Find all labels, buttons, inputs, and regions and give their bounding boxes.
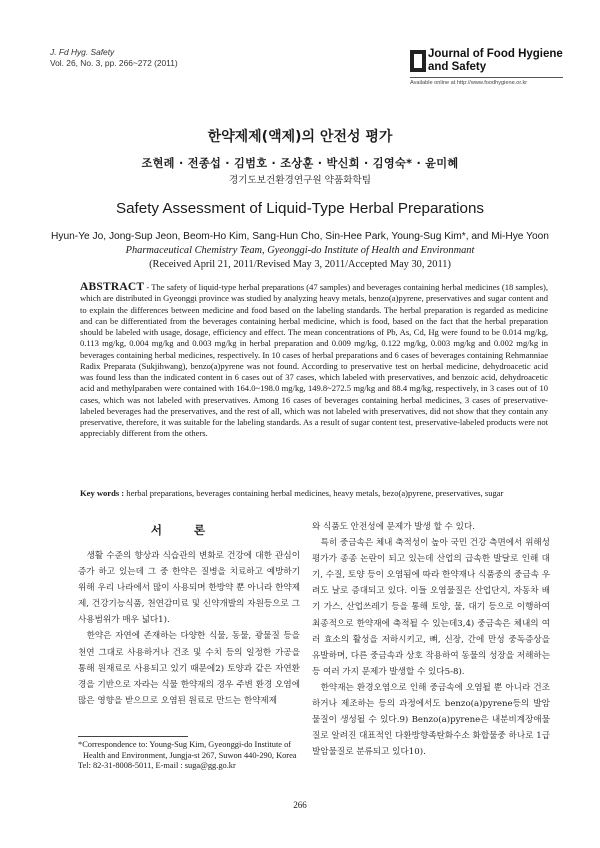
right-paragraph-2: 특히 중금속은 체내 축적성이 높아 국민 건강 측면에서 위해성 평가가 종종 논란이 되고 있는데 산업의 급속한 발달로 인해 대기, 수질, 토양 등이 오염됨에 따라 한약재나 식품중의 중금속 우려도 날로 증대되고 있다. 이들 오염물질은 산업단지, 자동차 배기 가스, 산업쓰레기 등을 통해 토양, 물, 대기 등으로 이행하여 최종적으로 한약재에 축적될 수 있는데3,4) 중금속은 체내의 여러 효소의 활성을 저하시키고, 뼈, 신장, 간에 만성 중독증상을 유발하며, 다른 중금속과 상호 작용하여 동물의 성장을 저해하는 등 여러 가지 문제가 발생할 수 있다5-8). <box>312 538 550 677</box>
korean-title: 한약제제(액제)의 안전성 평가 <box>207 129 393 145</box>
logo-line-2: and Safety <box>428 61 487 73</box>
keywords-label: Key words : <box>80 488 125 498</box>
korean-affiliation: 경기도보건환경연구원 약품화학팀 <box>228 175 372 186</box>
footnote-line-2: Health and Environment, Jungja-st 267, Suwon 440-290, Korea <box>83 750 297 760</box>
english-authors: Hyun-Ye Jo, Jong-Sup Jeon, Beom-Ho Kim, Sang-Hun Cho, Sin-Hee Park, Young-Sug Kim*, and Mi-Hye Yoon <box>51 231 549 242</box>
page-number: 266 <box>293 800 307 810</box>
correspondence-footnote <box>78 740 304 772</box>
right-column <box>312 519 550 760</box>
abstract-label: ABSTRACT <box>80 281 145 293</box>
right-paragraph-1: 와 식품도 안전성에 문제가 발생 할 수 있다. <box>312 522 475 532</box>
abstract-text: - The safety of liquid-type herbal preparations (47 samples) and beverages containing herbal medicines (18 samples), which are distributed in Gyeonggi province was studied by analyzing heavy metals, benzo(a)pyrene, preservatives and sugar content and to explain the differences between medicine and food based on the labeling standards. The herbal preparation is regarded as medicine and can be differentiated from the beverages containing herbal medicine, which is food, based on the fact that the herbal preparation should be labeled with usage, dosage, efficiency and effect. The mean concentrations of Pb, As, Cd, Hg were found to be 0.014 mg/kg, 0.113 mg/kg, 0.004 mg/kg and 0.003 mg/kg in herbal preparation and 0.009 mg/kg, 0.122 mg/kg, 0.003 mg/kg and 0.002 mg/kg in beverages containing herbal medicines, respectively. In 10 cases of herbal preparations and 6 cases of beverages containing Rehmanniae Radix Preparata (Sukjihwang), benzo(a)pyrene was not found. According to preservative test on herbal medicine, dehydroacetic acid was found less than the indicated content in 6 cases out of 37 cases, which labeled with preservatives, and benzoic acid, dehydroacetic acid and methylparaben were contained with 164.0~198.0 mg/kg, 149.8~272.5 mg/kg and 88.4 mg/kg, respectively, in 3 cases out of 10 cases, which was not labeled with preservatives. Among 16 cases of beverages containing herbal medicines, 3 cases of preservative-labeled beverages had the preservatives, and the rest of all, which was not labeled with preservatives, did not show that they contain any preservative, therefore, it was suitable for the labeling standards. As a result of sugar content test, preservative-labeled products were not appreciably different from the others. <box>80 282 548 439</box>
logo-line-1: Journal of Food Hygiene <box>428 48 563 60</box>
english-affiliation: Pharmaceutical Chemistry Team, Gyeonggi-do Institute of Health and Environmant <box>125 245 475 256</box>
korean-authors: 조현례 · 전종섭 · 김범호 · 조상훈 · 박신희 · 김영숙* · 윤미혜 <box>141 157 459 170</box>
journal-logo-title <box>428 48 563 74</box>
logo-divider <box>410 77 563 78</box>
right-paragraph-3: 한약재는 환경오염으로 인해 중금속에 오염될 뿐 아니라 건조하거나 제조하는 등의 과정에서도 benzo(a)pyrene등의 발암물질이 생성될 수 있다.9) Benzo(a)pyrene은 내분비계장애물질로 알려진 대표적인 다환방향족탄화수소 화합물중 하나로 1급 발암물질로 분류되고 있다10). <box>312 682 550 758</box>
journal-header <box>50 47 178 69</box>
section-heading: 서 론 <box>150 523 220 537</box>
left-paragraph-1: 생활 수준의 향상과 식습관의 변화로 건강에 대한 관심이 증가 하고 있는데 그 중 한약은 질병을 치료하고 예방하기 위해 우리 나라에서 많이 사용되며 한방약 뿐 아니라 한약제제, 건강기능식품, 천연감미료 및 신약개발의 자원등으로 그 사용범위가 매우 넓다1). <box>78 551 300 626</box>
keywords-text: herbal preparations, beverages containing herbal medicines, heavy metals, bezo(a)pyrene, preservatives, sugar <box>124 488 504 498</box>
journal-logo-icon <box>410 50 426 72</box>
keywords <box>80 488 548 499</box>
footnote-divider <box>78 736 188 737</box>
left-column <box>78 548 300 709</box>
journal-name: J. Fd Hyg. Safety <box>50 47 115 57</box>
left-paragraph-2: 한약은 자연에 존재하는 다양한 식물, 동물, 광물질 등을 천연 그대로 사용하거나 건조 및 수치 등의 일정한 가공을 통해 원재료로 사용되고 있기 때문에2) 토양과 같은 자연환경을 기반으로 자라는 식물 한약재의 경우 주변 환경 오염에 많은 영향을 받으므로 오염된 원료로 만드는 한약제제 <box>78 631 300 706</box>
abstract <box>80 282 548 440</box>
received-dates: (Received April 21, 2011/Revised May 3, 2011/Accepted May 30, 2011) <box>149 259 451 270</box>
journal-url: Available online at http://www.foodhygiene.or.kr <box>410 80 528 86</box>
journal-volume: Vol. 26, No. 3, pp. 266~272 (2011) <box>50 58 178 68</box>
footnote-line-3: Tel: 82-31-8008-5011, E-mail : suga@gg.go.kr <box>78 761 236 771</box>
footnote-line-1: *Correspondence to: Young-Sug Kim, Gyeonggi-do Institute of <box>78 740 292 749</box>
english-title: Safety Assessment of Liquid-Type Herbal Preparations <box>115 200 485 217</box>
